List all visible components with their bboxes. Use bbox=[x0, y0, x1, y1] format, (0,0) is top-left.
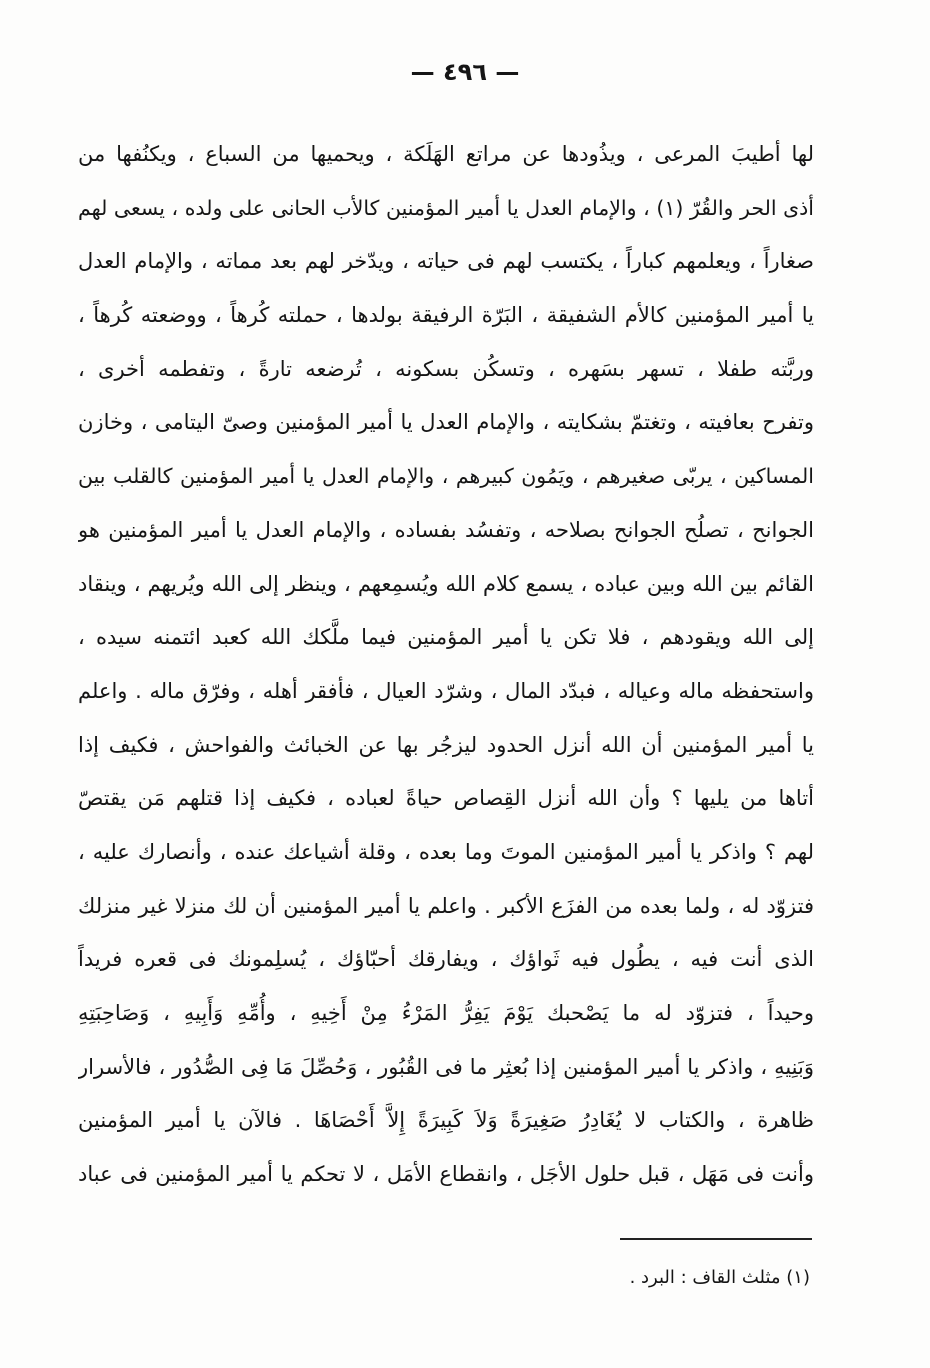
text-line: وَبَنِيهِ ، واذكر يا أمير المؤمنين إذا بُعثِر ما فى القُبُور ، وَحُصِّلَ مَا فِى الصُّدُور ، فالأسرار bbox=[78, 1054, 814, 1079]
text-line: أتاها من يليها ؟ وأن الله أنزل القِصاص حياةً لعباده ، فكيف إذا قتلهم مَن يقتصّ bbox=[78, 786, 814, 811]
text-line: القائم بين الله وبين عباده ، يسمع كلام الله ويُسمِعهم ، وينظر إلى الله ويُريهم ، وينقاد bbox=[78, 571, 814, 596]
text-line: وأنت فى مَهَل ، قبل حلول الأجَل ، وانقطاع الأمَل ، لا تحكم يا أمير المؤمنين فى عباد bbox=[78, 1162, 814, 1187]
text-line: أذى الحر والقُرّ (١) ، والإمام العدل يا أمير المؤمنين كالأب الحانى على ولده ، يسعى لهم bbox=[78, 195, 814, 220]
text-line: وحيداً ، فتزوّد له ما يَصْحبك يَوْمَ يَفِرُّ المَرْءُ مِنْ أَخِيهِ ، وأُمِّهِ وَأَبِيهِ ، وَصَاحِبَتِهِ bbox=[78, 1001, 814, 1025]
text-line: إلى الله ويقودهم ، فلا تكن يا أمير المؤمنين فيما ملَّكك الله كعبد ائتمنه سيده ، bbox=[78, 625, 814, 650]
body-text bbox=[78, 128, 814, 1202]
text-line: صغاراً ، ويعلمهم كباراً ، يكتسب لهم فى حياته ، ويدّخر لهم بعد مماته ، والإمام العدل bbox=[78, 249, 814, 274]
text-line: لهم ؟ واذكر يا أمير المؤمنين الموتَ وما بعده ، وقلة أشياعك عنده ، وأنصارك عليه ، bbox=[78, 839, 814, 864]
text-line: ظاهرة ، والكتاب لا يُغَادِرُ صَغِيرَةً وَلاَ كَبِيرَةً إِلاَّ أَحْصَاهَا . فالآن يا أمير المؤمنين bbox=[78, 1108, 814, 1133]
text-line: لها أطيبَ المرعى ، ويذُودها عن مراتع الهَلَكة ، ويحميها من السباع ، ويكنُفها من bbox=[78, 142, 814, 166]
text-line: وربَّته طفلا ، تسهر بسَهره ، وتسكُن بسكونه ، تُرضعه تارةً ، وتفطمه أخرى ، bbox=[78, 356, 814, 381]
page-number: — ٤٩٦ — bbox=[410, 58, 520, 86]
text-line: فتزوّد له ، ولما بعده من الفزَع الأكبر . واعلم يا أمير المؤمنين أن لك منزلا غير منزلك bbox=[78, 893, 814, 918]
text-line: الجوانح ، تصلُح الجوانح بصلاحه ، وتفسُد بفساده ، والإمام العدل يا أمير المؤمنين هو bbox=[78, 517, 814, 542]
text-line: يا أمير المؤمنين كالأم الشفيقة ، البَرّة الرفيقة بولدها ، حملته كُرهاً ، ووضعته كُرهاً ، bbox=[78, 303, 814, 328]
text-line: المساكين ، يربّى صغيرهم ، ويَمُون كبيرهم ، والإمام العدل يا أمير المؤمنين كالقلب بين bbox=[78, 464, 814, 489]
text-line: واستحفظه ماله وعياله ، فبدّد المال ، وشرّد العيال ، فأفقر أهله ، وفرّق ماله . واعلم bbox=[78, 678, 814, 703]
text-line: وتفرح بعافيته ، وتغتمّ بشكايته ، والإمام العدل يا أمير المؤمنين وصىّ اليتامى ، وخازن bbox=[78, 410, 814, 435]
footnote-divider bbox=[620, 1238, 812, 1240]
footnote: (١) مثلث القاف : البرد . bbox=[629, 1267, 810, 1288]
text-line: يا أمير المؤمنين أن الله أنزل الحدود ليزجُر بها عن الخبائث والفواحش ، فكيف إذا bbox=[78, 732, 814, 757]
text-line: الذى أنت فيه ، يطُول فيه ثَواؤك ، ويفارقك أحبّاؤك ، يُسلِمونك فى قعره فريداً bbox=[78, 947, 814, 972]
